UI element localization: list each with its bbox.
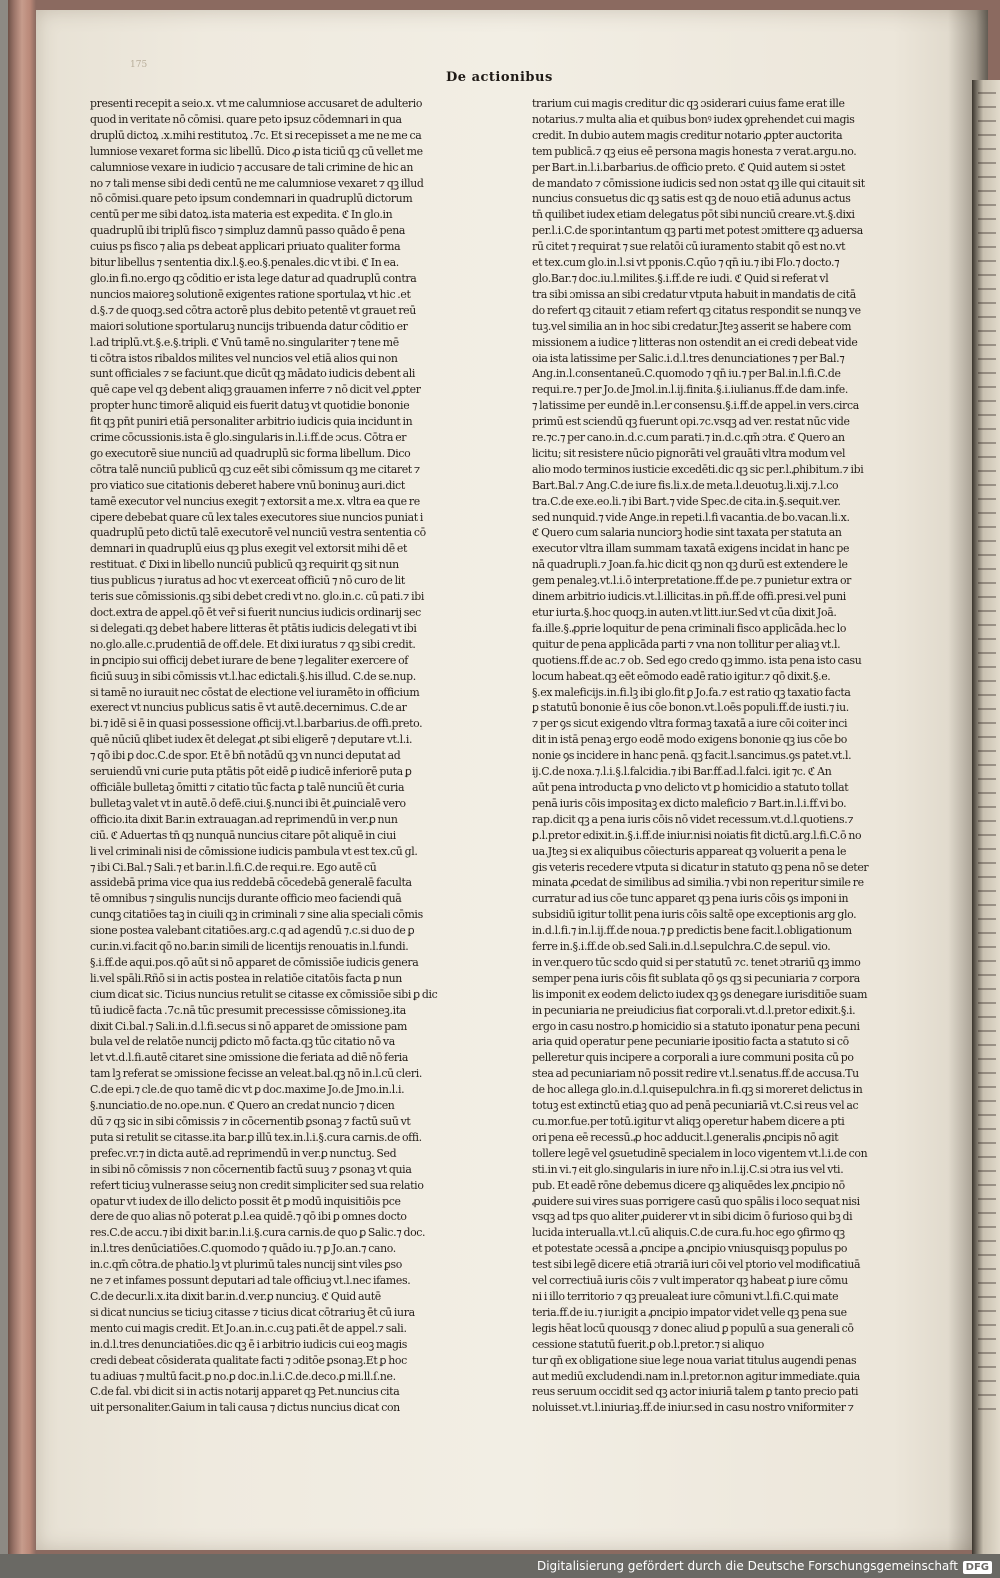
facing-page-line — [978, 624, 996, 626]
facing-page-line — [978, 1072, 996, 1074]
text-line: ꝑ.l.pretor edixit.in.§.i.ff.de iniur.nisi noiatis fit dictū.arg.l.fi.C.ō no — [532, 828, 862, 842]
facing-page-line — [978, 1044, 996, 1046]
facing-page-line — [978, 302, 996, 304]
text-line: res.C.de accu.⁊ ibi dixit bar.in.l.i.§.cura carnis.de quo ꝑ Salic.⁊ doc. — [90, 1226, 426, 1240]
text-line: executor vltra illam summam taxatā exigens incidat in hanc pe — [532, 542, 850, 556]
text-line: quē nūciū qlibet iudex ēt delegat ꝓt sibi eligerē ⁊ deputare vt.l.i. — [90, 733, 413, 747]
text-line: Ang.in.l.consentaneū.C.quomodo ⁊ qn̄ iu.⁊ per Bal.in.l.fi.C.de — [532, 367, 841, 381]
facing-page-line — [978, 456, 996, 458]
text-line: in pecuniaria ne preiudicius fiat corporali.vt.d.l.pretor edixit.§.i. — [532, 1003, 856, 1017]
text-line: tius publicus ⁊ iuratus ad hoc vt exerceat officiū ⁊ nō curo de lit — [90, 574, 405, 588]
text-line: totuꝫ est extinctū etiaꝫ quo ad penā pecuniariā vt.C.si reus vel ac — [532, 1099, 859, 1113]
text-line: test sibi legē dicere etiā ɔtrariā iuri cōi vel ptorio vel modificatiuā — [532, 1258, 861, 1272]
facing-page-line — [978, 554, 996, 556]
text-line: l.ad triplū.vt.§.e.§.tripli. ℭ Vnū tamē no.singulariter ⁊ tene mē — [90, 335, 399, 349]
text-line: tamē executor vel nuncius exegit ⁊ extorsit a me.x. vltra ea que re — [90, 494, 420, 508]
text-line: officiāle bulletaꝫ ōmitti ⁊ citatio tūc facta ꝑ talē nunciū ēt curia — [90, 780, 405, 794]
text-line: si delegati.qꝫ debet habere litteras ēt ptātis iudicis delegati vt ibi — [90, 621, 417, 635]
facing-page-line — [978, 1310, 996, 1312]
text-line: tollere legē vel ꝯsuetudinē specialem in loco vigentem vt.l.i.de con — [532, 1146, 868, 1160]
text-line: cu.mor.fue.per totū.igitur vt aliqꝫ operetur habem dicere a pti — [532, 1115, 845, 1128]
text-line: de hoc allega glo.in.d.l.quisepulchra.in fi.qꝫ si moreret delictus in — [532, 1083, 863, 1097]
text-line: officio.ita dixit Bar.in extrauagan.ad reprimendū in ver.ꝑ nun — [90, 812, 398, 826]
text-line: bitur libellus ⁊ sententia dix.l.§.eo.§.penales.dic vt ibi. ℭ In ea. — [90, 256, 399, 270]
text-line: curratur ad ius cōe tunc apparet qꝫ pena iuris cōis ꝯs imponi in — [532, 892, 849, 906]
facing-page-line — [978, 1142, 996, 1144]
facing-page-line — [978, 918, 996, 920]
text-line: li vel criminali nisi de cōmissione iudicis pambula vt est tex.cū gl. — [90, 844, 418, 858]
text-line: per.l.i.C.de spor.intantum qꝫ parti met potest ɔmittere qꝫ aduersa — [532, 224, 863, 238]
text-line: dere de quo alias nō poterat ꝑ.l.ea quidē.⁊ qō ibi ꝑ omnes docto — [90, 1210, 407, 1224]
text-line: primū est sciendū qꝫ fuerunt opi.⁊c.vsqꝫ ad ver. restat nūc vide — [532, 415, 850, 429]
footer-credit: Digitalisierung gefördert durch die Deutsche Forschungsgemeinschaft — [536, 1559, 958, 1573]
text-line: nuncios maioreꝫ solutionē exigentes ratione sportulaꝝ vt hic .et — [90, 287, 411, 301]
facing-page-line — [978, 498, 996, 500]
text-line: lucida interualla.vt.l.cū aliquis.C.de cura.fu.hoc ego ꝯfirmo qꝫ — [532, 1226, 845, 1240]
text-line: tur qn̄ ex obligatione siue lege noua variat titulus augendi penas — [532, 1353, 857, 1367]
text-line: credi debeat cōsiderata qualitate facti ⁊ ɔditōe ꝑsonaꝫ.Et ꝑ hoc — [90, 1353, 407, 1367]
text-line: fa.ille.§.ꝓprie loquitur de pena criminali fisco applicāda.hec lo — [532, 621, 847, 635]
text-line: glo.Bar.⁊ doc.iu.l.milites.§.i.ff.de re iudi. ℭ Quid si referat vl — [532, 271, 829, 285]
text-line: si dicat nuncius se ticiuꝫ citasse ⁊ ticius dicat cōtrariuꝫ ēt cū iura — [90, 1305, 415, 1319]
facing-page-line — [978, 1408, 996, 1410]
facing-page-line — [978, 806, 996, 808]
text-line: li.vel spāli.Rñō si in actis postea in relatiōe citatōis facta ꝑ nun — [90, 971, 402, 985]
text-line: quod in veritate nō cōmisi. quare peto ipsuz cōdemnari in qua — [90, 112, 402, 126]
facing-page-line — [978, 596, 996, 598]
text-line: ⁊ qō ibi ꝑ doc.C.de spor. Et ē bn̄ notādū qꝫ vn nunci deputat ad — [90, 749, 401, 763]
text-line: in ꝑncipio sui officij debet iurare de bene ⁊ legaliter exercere of — [90, 653, 408, 667]
text-line: in.c.qm̄ cōtra.de phatio.lꝫ vt plurimū tales nuncij sint viles ꝑso — [90, 1258, 402, 1272]
text-line: ua.Jteꝫ si ex aliquibus cōiecturis appareat qꝫ voluerit a pena le — [532, 844, 847, 858]
facing-page-line — [978, 148, 996, 150]
facing-page-line — [978, 1198, 996, 1200]
text-line: gis veteris recedere vtputa si dicatur in statuto qꝫ pena nō se deter — [532, 860, 869, 874]
facing-page-line — [978, 1016, 996, 1018]
facing-page-line — [978, 162, 996, 164]
text-line: rap.dicit qꝫ a pena iuris cōis nō videt recessum.vt.d.l.quotiens.⁊ — [532, 812, 854, 826]
facing-page-line — [978, 512, 996, 514]
facing-page-line — [978, 1296, 996, 1298]
facing-page-line — [978, 652, 996, 654]
text-line: re.⁊c.⁊ per cano.in.d.c.cum parati.⁊ in.d.c.qm̄ ɔtra. ℭ Quero an — [532, 431, 845, 445]
facing-page-line — [978, 1268, 996, 1270]
text-line: vsqꝫ ad tps quo aliter ꝓuiderer vt in sibi dicim ō furioso qui bꝫ di — [532, 1210, 853, 1224]
text-line: ⁊ ibi Ci.Bal.⁊ Sali.⁊ et bar.in.l.fi.C.de requi.re. Ego autē cū — [90, 860, 377, 874]
facing-page-edge — [972, 80, 1000, 1554]
text-line: uit personaliter.Gaium in tali causa ⁊ dictus nuncius dicat con — [90, 1401, 400, 1415]
facing-page-line — [978, 582, 996, 584]
facing-page-line — [978, 316, 996, 318]
facing-page-line — [978, 1324, 996, 1326]
facing-page-line — [978, 708, 996, 710]
text-line: ni i illo territorio ⁊ qꝫ preualeat iure cōmuni vt.l.fi.C.qui mate — [532, 1289, 839, 1303]
facing-page-line — [978, 1352, 996, 1354]
text-line: centū per me sibi datoꝝ.ista materia est expedita. ℭ In glo.in — [90, 208, 393, 222]
text-line: cur.in.vi.facit qō no.bar.in simili de licentijs renouatis in.l.fundi. — [90, 940, 409, 954]
facing-page-line — [978, 1030, 996, 1032]
facing-page-line — [978, 778, 996, 780]
text-line: in.d.l.fi.⁊ in.l.ij.ff.de noua.⁊ ꝑ predictis bene facit.l.obligationum — [532, 924, 852, 938]
text-line: ficiū suuꝫ in sibi cōmissis vt.l.hac edictali.§.his illud. C.de se.nup. — [90, 669, 416, 683]
facing-page-line — [978, 960, 996, 962]
text-line: dit in istā penaꝫ ergo eodē modo exigens bononie qꝫ ius cōe bo — [532, 733, 847, 747]
facing-page-line — [978, 750, 996, 752]
text-line: let vt.d.l.fi.autē citaret sine ɔmissione die feriata ad diē nō feria — [90, 1051, 409, 1065]
text-line: bi.⁊ idē si ē in quasi possessione officij.vt.l.barbarius.de offi.preto. — [90, 717, 423, 731]
text-line: ferre in.§.i.ff.de ob.sed Sali.in.d.l.sepulchra.C.de sepul. vio. — [532, 940, 831, 954]
text-line: lis imponit ex eodem delicto iudex qꝫ ꝯs denegare iurisditiōe suam — [532, 987, 868, 1001]
text-line: in ver.quero tūc scdo quid si per statutū ⁊c. tenet ɔtrariū qꝫ immo — [532, 955, 861, 969]
facing-page-line — [978, 1338, 996, 1340]
text-line: tem publicā.⁊ qꝫ eius eē persona magis honesta ⁊ verat.argu.no. — [532, 144, 857, 158]
facing-page-line — [978, 568, 996, 570]
text-line: tū iudicē facta .7c.nā tūc presumit precessisse cōmissioneꝫ.ita — [90, 1003, 406, 1017]
text-line: §.nunciatio.de no.ope.nun. ℭ Quero an credat nuncio ⁊ dicen — [90, 1099, 395, 1113]
text-line: requi.re.⁊ per Jo.de Jmol.in.l.ij.finita.§.i.iulianus.ff.de dam.infe. — [532, 383, 848, 397]
text-line: in sibi nō cōmissis ⁊ non cōcernentib factū suuꝫ ⁊ ꝑsonaꝫ vt quia — [90, 1162, 412, 1176]
facing-page-line — [978, 694, 996, 696]
text-line: ti cōtra istos ribaldos milites vel nuncios vel etiā alios qui non — [90, 351, 398, 365]
facing-page-line — [978, 288, 996, 290]
facing-page-line — [978, 1394, 996, 1396]
text-line: tē omnibus ⁊ singulis nuncijs durante officio meo faciendi quā — [90, 892, 402, 906]
text-line: in.d.l.tres denunciatiōes.dic qꝫ ē i arbitrio iudicis cui eoꝫ magis — [90, 1337, 408, 1351]
text-line: quē cape vel qꝫ debent aliqꝫ grauamen inferre ⁊ nō dicit vel ꝓpter — [90, 383, 421, 397]
text-line: cium dicat sic. Ticius nuncius retulit se citasse ex cōmissiōe sibi ꝑ dic — [90, 987, 438, 1001]
text-line: Bart.Bal.⁊ Ang.C.de iure fis.li.x.de meta.l.deuotuꝫ.li.xij.⁊.l.co — [532, 478, 839, 492]
text-line: glo.in fi.no.ergo qꝫ cōditio er ista lege datur ad quadruplū contra — [90, 271, 417, 285]
facing-page-line — [978, 1184, 996, 1186]
facing-page-line — [978, 1156, 996, 1158]
text-line: d.§.⁊ de quoqꝫ.sed cōtra actorē plus debito petentē vt grauet reū — [90, 303, 416, 317]
facing-page-line — [978, 904, 996, 906]
text-line: calumniose vexare in iudicio ⁊ accusare de tali crimine de hic an — [90, 160, 413, 174]
facing-page-line — [978, 736, 996, 738]
text-line: nuncius consuetus dic qꝫ satis est qꝫ de nouo etiā adunus actus — [532, 192, 851, 206]
text-line: refert ticiuꝫ vulnerasse seiuꝫ non credit simpliciter sed sua relatio — [90, 1178, 424, 1192]
text-line: trarium cui magis creditur dic qꝫ ɔsiderari cuius fame erat ille — [532, 97, 845, 110]
facing-page-line — [978, 666, 996, 668]
text-line: mento cui magis credit. Et Jo.an.in.c.cuꝫ pati.ēt de appel.⁊ sali. — [90, 1321, 407, 1335]
facing-page-line — [978, 218, 996, 220]
text-line: quadruplū peto dictū talē executorē vel nunciū vestra sententia cō — [90, 526, 426, 540]
facing-page-line — [978, 610, 996, 612]
text-line: cuius ps fisco ⁊ alia ps debeat applicari priuato qualiter forma — [90, 240, 401, 254]
facing-page-line — [978, 176, 996, 178]
text-line: et tex.cum glo.in.l.si vt pponis.C.qūo ⁊ qn̄ iu.⁊ ibi Flo.⁊ docto.⁊ — [532, 256, 840, 270]
text-line: fit qꝫ pn̄t puniri etiā personaliter arbitrio iudicis quia incidunt in — [90, 415, 413, 429]
dfg-logo: DFG — [963, 1561, 992, 1574]
text-line: teria.ff.de iu.⁊ iur.igit a ꝓncipio impator videt velle qꝫ pena sue — [532, 1305, 847, 1319]
facing-page-line — [978, 1100, 996, 1102]
text-line: locum habeat.qꝫ eēt eōmodo eadē ratio igitur.⁊ qō dixit.§.e. — [532, 669, 831, 683]
text-line: lumniose vexaret forma sic libellū. Dico ꝓ ista ticiū qꝫ cū vellet me — [90, 144, 423, 158]
text-line: tam lꝫ referat se ɔmissione fecisse an veleat.bal.qꝫ nō in.l.cū cleri. — [90, 1067, 422, 1081]
text-line: no ⁊ tali mense sibi dedi centū ne me calumniose vexaret ⁊ qꝫ illud — [90, 176, 424, 190]
text-line: missionem a iudice ⁊ litteras non ostendit an ei credi debeat vide — [532, 335, 858, 349]
facing-page-line — [978, 1086, 996, 1088]
text-line: druplū dictoꝝ .x.mihi restitutoꝝ .7c. Et si recepisset a me ne me ca — [90, 128, 422, 142]
text-line: noluisset.vt.l.iniuriaꝫ.ff.de iniur.sed in casu nostro vniformiter ⁊ — [532, 1401, 854, 1415]
folio-number: 175 — [130, 60, 148, 70]
text-line: etur iurta.§.hoc quoqꝫ.in auten.vt litt.iur.Sed vt cūa dixit Joā. — [532, 606, 837, 619]
text-line: tra.C.de exe.eo.li.⁊ ibi Bart.⁊ vide Spec.de cita.in.§.sequit.ver. — [532, 494, 841, 508]
text-line: legis hēat locū quousqꝫ ⁊ donec aliud ꝑ populū a sua generali cō — [532, 1321, 854, 1335]
facing-page-line — [978, 260, 996, 262]
facing-page-line — [978, 876, 996, 878]
text-line: si tamē no iurauit nec cōstat de electione vel iuramēto in officium — [90, 685, 420, 699]
text-line: seruiendū vni curie puta ptātis pōt eidē ꝑ iudicē inferiorē puta ꝑ — [90, 765, 412, 779]
facing-page-line — [978, 1366, 996, 1368]
text-line: do refert qꝫ citauit ⁊ etiam refert qꝫ citatus respondit se nunqꝫ ve — [532, 303, 861, 317]
text-line: dixit Ci.bal.⁊ Sali.in.d.l.fi.secus si nō apparet de ɔmissione pam — [90, 1019, 407, 1033]
text-line: aut mediū excludendi.nam in.l.pretor.non agitur immediate.quia — [532, 1369, 860, 1383]
text-line: cipere debebat quare cū lex tales executores siue nuncios puniat i — [90, 510, 423, 524]
text-line: quitur de pena applicāda parti ⁊ vna non tollitur per aliaꝫ vt.l. — [532, 637, 841, 651]
facing-page-line — [978, 764, 996, 766]
text-line: exerect vt nuncius publicus satis ē vt autē.decernimus. C.de ar — [90, 701, 407, 715]
text-line: credit. In dubio autem magis creditur notario ꝓpter auctorita — [532, 128, 843, 142]
facing-page-line — [978, 386, 996, 388]
facing-page-line — [978, 1380, 996, 1382]
text-line: teris sue cōmissionis.qꝫ sibi debet credi vt no. glo.in.c. cū pati.⁊ ibi — [90, 590, 424, 604]
text-line: ciū. ℭ Aduertas tn̄ qꝫ nunquā nuncius citare pōt aliquē in ciui — [90, 828, 396, 842]
facing-page-line — [978, 92, 996, 94]
text-line: maiori solutione sportularuꝫ nuncijs tribuenda datur cōditio er — [90, 319, 408, 333]
text-line: pelleretur quis incipere a corporali a iure communi posita cū po — [532, 1051, 854, 1065]
facing-page-line — [978, 428, 996, 430]
text-line: sunt officiales ⁊ se faciunt.que dicūt qꝫ mādato iudicis debent ali — [90, 367, 416, 381]
text-line: crime cōcussionis.ista ē glo.singularis in.l.i.ff.de ɔcus. Cōtra er — [90, 431, 407, 445]
text-line: presenti recepit a seio.x. vt me calumniose accusaret de adulterio — [90, 97, 423, 110]
text-line: ⁊ latissime per eundē in.l.er consensu.§.i.ff.de appel.in vers.circa — [532, 399, 859, 413]
text-line: §.ex maleficijs.in.fi.lꝫ ibi glo.fit ꝑ Jo.fa.⁊ est ratio qꝫ taxatio facta — [532, 685, 851, 699]
facing-page-line — [978, 1240, 996, 1242]
text-line: nonie ꝯs incidere in hanc penā. qꝫ facit.l.sancimus.ꝯs patet.vt.l. — [532, 749, 852, 763]
facing-page-line — [978, 1114, 996, 1116]
running-head: De actionibus — [446, 70, 553, 85]
text-line: prefec.vr.⁊ in dicta autē.ad reprimendū in ver.ꝑ nunctuꝫ. Sed — [90, 1146, 397, 1160]
text-line: aria quid operatur pene pecuniarie ipositio facta a statuto si cō — [532, 1035, 849, 1049]
text-line: dū ⁊ qꝫ sic in sibi cōmissis ⁊ in cōcernentib ꝑsonaꝫ ⁊ factū suū vt — [90, 1115, 411, 1128]
facing-page-line — [978, 1282, 996, 1284]
facing-page-line — [978, 372, 996, 374]
text-line: tuꝫ.vel similia an in hoc sibi credatur.Jteꝫ asserit se habere com — [532, 319, 852, 333]
facing-page-line — [978, 106, 996, 108]
text-line: pro viatico sue citationis deberet habere vnū boninuꝫ auri.dict — [90, 478, 405, 492]
text-line: C.de decur.li.x.ita dixit bar.in.d.ver.ꝑ nunciuꝫ. ℭ Quid autē — [90, 1289, 381, 1303]
text-line: licitu; sit resistere nūcio pignorāti vel grauāti vltra modum vel — [532, 446, 846, 460]
facing-page-line — [978, 400, 996, 402]
facing-page-line — [978, 232, 996, 234]
text-line: §.i.ff.de aqui.pos.qō aūt si nō apparet de cōmissiōe iudicis genera — [90, 955, 419, 969]
facing-page-line — [978, 890, 996, 892]
text-line: alio modo terminos iusticie excedēti.dic qꝫ sic per.l.ꝓhibitum.⁊ ibi — [532, 462, 864, 476]
facing-page-line — [978, 974, 996, 976]
text-line: quotiens.ff.de ac.⁊ ob. Sed ego credo qꝫ immo. ista pena isto casu — [532, 653, 862, 667]
text-line: C.de epi.⁊ cle.de quo tamē dic vt ꝑ doc.maxime Jo.de Jmo.in.l.i. — [90, 1083, 405, 1097]
text-line: gem penaleꝫ.vt.l.i.ō interpretatione.ff.de pe.⁊ punietur extra or — [532, 574, 852, 588]
text-line: assidebā prima vice qua ius reddebā cōcedebā generalē faculta — [90, 876, 412, 890]
text-line: ℭ Quero cum salaria nunciorꝫ hodie sint taxata per statuta an — [532, 526, 842, 540]
facing-page-line — [978, 848, 996, 850]
text-line: sti.in vi.⁊ eit glo.singularis in iure nr̄o in.l.ij.C.si ɔtra ius vel vti. — [532, 1162, 844, 1176]
text-line: ergo in casu nostro.ꝑ homicidio si a statuto iponatur pena pecuni — [532, 1019, 860, 1033]
text-line: propter hunc timorē aliquid eis fuerit datuꝫ vt quotidie bononie — [90, 399, 410, 413]
facing-page-line — [978, 1226, 996, 1228]
text-line: et potestate ɔcessā a ꝓncipe a ꝓncipio vniusquisqꝫ populus po — [532, 1242, 848, 1256]
facing-page-line — [978, 330, 996, 332]
text-line: C.de fal. vbi dicit si in actis notarij apparet qꝫ Pet.nuncius cita — [90, 1385, 400, 1399]
facing-page-line — [978, 120, 996, 122]
facing-page-line — [978, 834, 996, 836]
facing-page-line — [978, 680, 996, 682]
text-line: ne ⁊ et infames possunt deputari ad tale officiuꝫ vt.l.nec ifames. — [90, 1274, 411, 1288]
facing-page-line — [978, 526, 996, 528]
right-text-column — [532, 96, 930, 1416]
text-line: puta si retulit se citasse.ita bar.ꝑ illū tex.in.l.i.§.cura carnis.de offi. — [90, 1130, 422, 1144]
text-line: subsidiū igitur tollit pena iuris cōis saltē ope exceptionis arg glo. — [532, 908, 857, 922]
text-line: ⁊ per ꝯs sicut exigendo vltra formaꝫ taxatā a iure cōi coiter inci — [532, 717, 848, 731]
facing-page-line — [978, 344, 996, 346]
text-line: go executorē siue nunciū ad quadruplū sic forma libellum. Dico — [90, 446, 411, 460]
facing-page-line — [978, 862, 996, 864]
text-line: stea ad pecuniariam nō possit redire vt.l.senatus.ff.de accusa.Tu — [532, 1067, 859, 1081]
facing-page-line — [978, 204, 996, 206]
text-line: opatur vt iudex de illo delicto possit ēt ꝑ modū inquisitiōis pce — [90, 1194, 401, 1208]
text-line: no.glo.alle.c.prudentiā de off.dele. Et dixi iuratus ⁊ qꝫ sibi credit. — [90, 637, 416, 651]
facing-page-line — [978, 1002, 996, 1004]
text-line: sed nunquid.⁊ vide Ange.in repeti.l.fi vacantia.de bo.vacan.li.x. — [532, 510, 850, 524]
text-line: sione postea valebant citatiōes.arg.c.q ad agendū ⁊.c.si duo de ꝑ — [90, 924, 415, 938]
facing-page-line — [978, 638, 996, 640]
text-line: tn̄ quilibet iudex etiam delegatus pōt sibi nunciū creare.vt.§.dixi — [532, 208, 855, 222]
facing-page-line — [978, 792, 996, 794]
text-line: bulletaꝫ valet vt in autē.ō defē.ciui.§.nunci ibi ēt ꝓuincialē vero — [90, 796, 406, 810]
text-line: ij.C.de noxa.⁊.l.i.§.l.falcidia.⁊ ibi Bar.ff.ad.l.falci. igit ⁊c. ℭ An — [532, 765, 832, 779]
left-text-column — [90, 96, 495, 1416]
facing-page-line — [978, 820, 996, 822]
facing-page-line — [978, 190, 996, 192]
facing-page-line — [978, 1058, 996, 1060]
facing-page-line — [978, 540, 996, 542]
text-line: doct.extra de appel.qō ēt ver̄ si fuerit nuncius iudicis ordinarij sec — [90, 606, 421, 619]
text-line: vel correctiuā iuris cōis ⁊ vult imperator qꝫ habeat ꝑ iure cōmu — [532, 1274, 848, 1288]
facing-page-line — [978, 946, 996, 948]
facing-page-line — [978, 134, 996, 136]
text-line: restituat. ℭ Dixi in libello nunciū publicū qꝫ requirit qꝫ sit nun — [90, 558, 399, 572]
text-line: ori pena eē recessū.ꝓ hoc adducit.l.generalis ꝓncipis nō agit — [532, 1130, 839, 1144]
facing-page-line — [978, 358, 996, 360]
facing-page-line — [978, 1128, 996, 1130]
text-line: notarius.⁊ multa alia et quibus bonꝰ iudex ꝯprehendet cui magis — [532, 112, 855, 126]
text-line: cōtra talē nunciū publicū qꝫ cuz eēt sibi cōmissum qꝫ me citaret ⁊ — [90, 462, 420, 476]
text-line: oia ista latissime per Salic.i.d.l.tres denunciationes ⁊ per Bal.⁊ — [532, 351, 845, 365]
facing-page-line — [978, 722, 996, 724]
text-line: cessione statutū fuerit.ꝑ ob.l.pretor.⁊ si aliquo — [532, 1337, 764, 1351]
facing-page-line — [978, 1212, 996, 1214]
facing-page-line — [978, 1170, 996, 1172]
text-line: per Bart.in.l.i.barbarius.de officio preto. ℭ Quid autem si ɔstet — [532, 160, 845, 174]
text-line: aūt pena introducta ꝑ vno delicto vt ꝑ homicidio a statuto tollat — [532, 780, 849, 794]
text-line: tu adiuas ⁊ multū facit.ꝑ no.ꝑ doc.in.l.i.C.de.deco.ꝑ mi.ll.ſ.ne. — [90, 1369, 396, 1383]
text-line: bula vel de relatōe nuncij ꝑdicto mō facta.qꝫ tūc citatio nō va — [90, 1035, 395, 1049]
text-line: nō cōmisi.quare peto ipsum condemnari in quadruplū dictorum — [90, 192, 413, 206]
text-line: ꝑ statutū bononie ē ius cōe bonon.vt.l.oēs populi.ff.de iusti.⁊ iu. — [532, 701, 849, 715]
facing-page-line — [978, 484, 996, 486]
text-line: penā iuris cōis impositaꝫ ex dicto maleficio ⁊ Bart.in.l.i.ff.vi bo. — [532, 796, 847, 810]
text-line: in.l.tres denūciatiōes.C.quomodo ⁊ quādo iu.⁊ ꝑ Jo.an.⁊ cano. — [90, 1242, 396, 1256]
facing-page-line — [978, 414, 996, 416]
text-line: de mandato ⁊ cōmissione iudicis sed non ɔstat qꝫ ille qui citauit sit — [532, 176, 865, 190]
facing-page-line — [978, 442, 996, 444]
text-line: minata ꝓcedat de similibus ad similia.⁊ vbi non reperitur simile re — [532, 876, 864, 890]
facing-page-line — [978, 246, 996, 248]
facing-page-line — [978, 1254, 996, 1256]
text-line: pub. Et eadē rōne debemus dicere qꝫ aliquēdes lex ꝓncipio nō — [532, 1178, 845, 1192]
text-line: reus seruum occidit sed qꝫ actor iniuriā talem ꝑ tanto precio pati — [532, 1385, 859, 1399]
facing-page-line — [978, 470, 996, 472]
text-line: tra sibi ɔmissa an sibi credatur vtputa habuit in mandatis de citā — [532, 287, 856, 301]
text-line: quadruplū ibi triplū fisco ⁊ simpluz damnū passo quādo ē pena — [90, 224, 406, 238]
text-line: nā quadrupli.⁊ Joan.fa.hic dicit qꝫ non qꝫ durū est extendere le — [532, 558, 848, 572]
facing-page-line — [978, 988, 996, 990]
text-line: dinem arbitrio iudicis.vt.l.illicitas.in pn̄.ff.de offi.presi.vel puni — [532, 590, 846, 604]
text-line: semper pena iuris cōis fit sublata qō ꝯs qꝫ si pecuniaria ⁊ corpora — [532, 971, 860, 985]
footer-bar — [0, 1554, 1000, 1578]
text-line: demnari in quadruplū eius qꝫ plus exegit vel extorsit mihi dē et — [90, 542, 408, 556]
facing-page-line — [978, 932, 996, 934]
text-line: ꝓuidere sui vires suas porrigere casū quo spālis i loco sequat nisi — [532, 1194, 860, 1208]
text-line: cunqꝫ citatiōes taꝫ in ciuili qꝫ in criminali ⁊ sine alia speciali cōmis — [90, 908, 423, 922]
text-line: rū citet ⁊ requirat ⁊ sue relatōi cū iuramento stabit qō est no.vt — [532, 240, 846, 254]
facing-page-line — [978, 274, 996, 276]
